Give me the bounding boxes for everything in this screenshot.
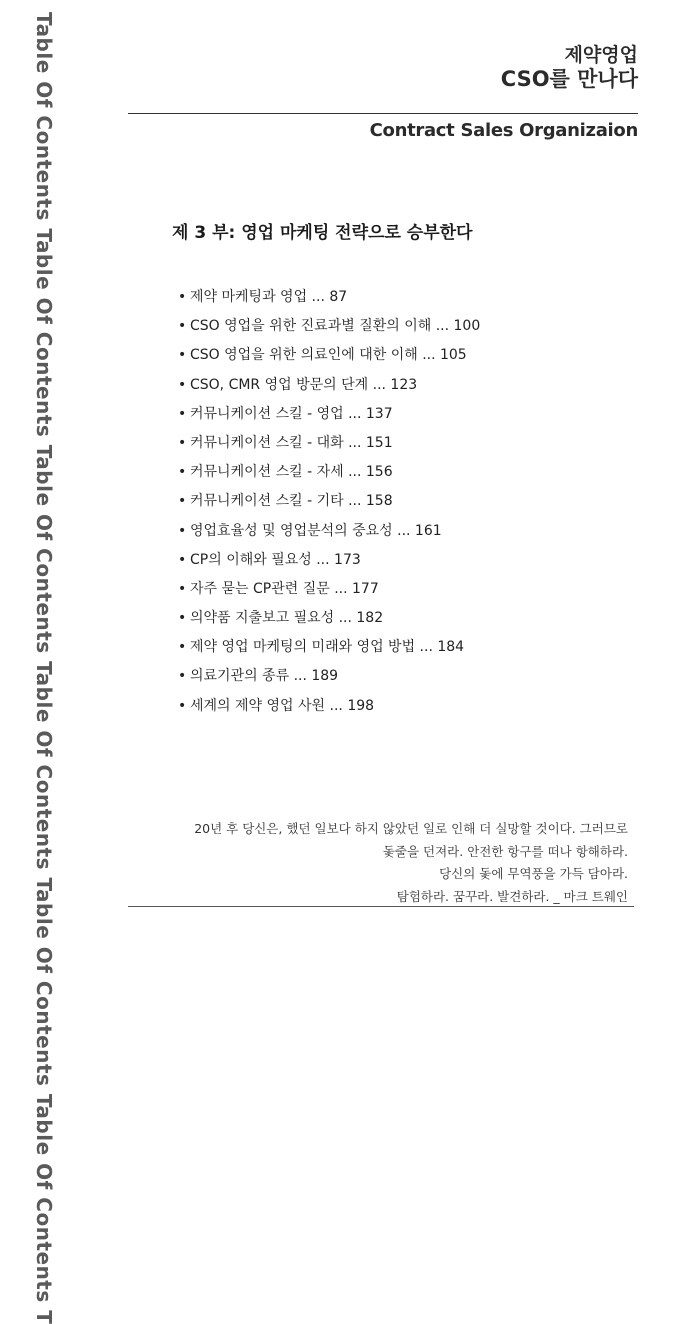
toc-item[interactable]	[178, 692, 480, 721]
bullet-icon: •	[178, 347, 187, 364]
toc-item-label: 커뮤니케이션 스킬 - 자세 ... 156	[190, 464, 393, 481]
part-title: 제 3 부: 영업 마케팅 전략으로 승부한다	[172, 223, 473, 243]
bullet-icon: •	[178, 318, 187, 335]
bullet-icon: •	[178, 405, 187, 422]
toc-item-label: 의약품 지출보고 필요성 ... 182	[190, 610, 384, 627]
toc-item-label: 영업효율성 및 영업분석의 중요성 ... 161	[190, 522, 442, 539]
bullet-icon: •	[178, 434, 187, 451]
quote-line: 20년 후 당신은, 했던 일보다 하지 않았던 일로 인해 더 실망할 것이다. 그러므로	[194, 821, 628, 836]
toc-item-label: 커뮤니케이션 스킬 - 기타 ... 158	[190, 493, 393, 510]
top-divider	[128, 113, 638, 114]
toc-item[interactable]	[178, 487, 480, 516]
book-subtitle: Contract Sales Organizaion	[369, 120, 638, 141]
bullet-icon: •	[178, 551, 187, 568]
toc-item-label: 자주 묻는 CP관련 질문 ... 177	[190, 580, 379, 597]
bullet-icon: •	[178, 522, 187, 539]
toc-item[interactable]	[178, 429, 480, 458]
bullet-icon: •	[178, 610, 187, 627]
bullet-icon: •	[178, 580, 187, 597]
toc-item[interactable]	[178, 604, 480, 633]
toc-list	[178, 283, 480, 721]
toc-item[interactable]	[178, 575, 480, 604]
quote-block	[194, 818, 628, 908]
toc-item[interactable]	[178, 341, 480, 370]
toc-item[interactable]	[178, 312, 480, 341]
bullet-icon: •	[178, 493, 187, 510]
toc-item-label: CP의 이해와 필요성 ... 173	[190, 551, 361, 568]
toc-item[interactable]	[178, 400, 480, 429]
toc-item-label: 의료기관의 종류 ... 189	[190, 668, 339, 685]
toc-item[interactable]	[178, 371, 480, 400]
toc-item[interactable]	[178, 458, 480, 487]
toc-item[interactable]	[178, 517, 480, 546]
bullet-icon: •	[178, 376, 187, 393]
quote-line: 당신의 돛에 무역풍을 가득 담아라.	[439, 866, 628, 881]
toc-item[interactable]	[178, 662, 480, 691]
bullet-icon: •	[178, 464, 187, 481]
toc-item-label: 제약 영업 마케팅의 미래와 영업 방법 ... 184	[190, 639, 465, 656]
toc-item-label: 커뮤니케이션 스킬 - 대화 ... 151	[190, 434, 393, 451]
toc-item[interactable]	[178, 633, 480, 662]
toc-item-label: CSO 영업을 위한 진료과별 질환의 이해 ... 100	[190, 318, 481, 335]
book-title-line1: 제약영업	[564, 44, 638, 66]
quote-line: 탐험하라. 꿈꾸라. 발견하라. _ 마크 트웨인	[396, 888, 628, 904]
toc-item-label: 커뮤니케이션 스킬 - 영업 ... 137	[190, 405, 393, 422]
toc-item-label: 제약 마케팅과 영업 ... 87	[190, 289, 348, 305]
toc-item-label: CSO 영업을 위한 의료인에 대한 이해 ... 105	[190, 347, 467, 364]
bottom-divider	[128, 906, 634, 907]
book-title-line2: CSO를 만나다	[500, 66, 638, 91]
bullet-icon: •	[178, 639, 187, 656]
side-decorative-text: Table Of Contents Table Of Contents Table Of Contents Table Of Contents Table Of Contents Table Of Contents T	[32, 12, 56, 1324]
bullet-icon: •	[178, 289, 187, 305]
toc-item-label: 세계의 제약 영업 사원 ... 198	[190, 697, 375, 714]
book-title	[501, 44, 638, 92]
bullet-icon: •	[178, 668, 187, 685]
toc-item-label: CSO, CMR 영업 방문의 단계 ... 123	[190, 376, 418, 393]
quote-line: 돛줄을 던져라. 안전한 항구를 떠나 항해하라.	[382, 843, 628, 859]
bullet-icon: •	[178, 697, 187, 714]
toc-item[interactable]	[178, 546, 480, 575]
toc-item[interactable]	[178, 283, 480, 312]
